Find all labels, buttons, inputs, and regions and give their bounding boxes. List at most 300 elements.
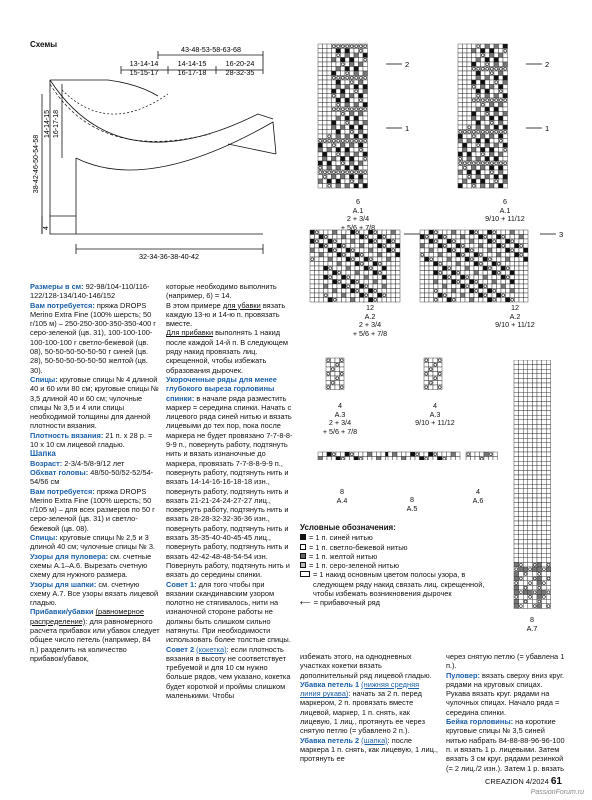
chart-cell [542, 535, 547, 540]
chart-cell [396, 280, 401, 285]
chart-cell [537, 530, 542, 535]
chart-cell [546, 374, 551, 379]
chart-cell [396, 253, 401, 258]
chart-cell [546, 558, 551, 563]
chart-cell [396, 284, 401, 289]
chart-cell [463, 175, 468, 180]
chart-cell [546, 493, 551, 498]
chart-cell [499, 166, 504, 171]
chart-cell [523, 401, 528, 406]
chart-cell [472, 89, 477, 94]
chart-cell [506, 284, 511, 289]
chart-cell [503, 53, 508, 58]
chart-cell [488, 239, 493, 244]
chart-cell [506, 289, 511, 294]
chart-cell [485, 134, 490, 139]
chart-cell [546, 443, 551, 448]
chart-cell [479, 271, 484, 276]
legend [300, 523, 500, 608]
chart-cell [537, 539, 542, 544]
chart-cell [537, 447, 542, 452]
chart-cell [463, 89, 468, 94]
chart-cell [467, 44, 472, 49]
chart-cell [463, 170, 468, 175]
chart-cell [429, 271, 434, 276]
chart-cell [438, 239, 443, 244]
chart-cell [461, 275, 466, 280]
chart-cell [485, 152, 490, 157]
chart-cell [532, 447, 537, 452]
chart-cell [355, 248, 360, 253]
chart-cell [506, 230, 511, 235]
chart-cell [472, 94, 477, 99]
chart-cell [319, 289, 324, 294]
chart-cell [438, 275, 443, 280]
chart-cell [537, 401, 542, 406]
chart-cell [387, 275, 392, 280]
chart-cell [443, 289, 448, 294]
chart-cell [523, 420, 528, 425]
chart-cell [528, 512, 533, 517]
chart-cell [318, 112, 323, 117]
chart-cell [485, 44, 490, 49]
chart-cell [490, 175, 495, 180]
chart-cell [490, 148, 495, 153]
chart-cell [519, 293, 524, 298]
chart-cell [328, 248, 333, 253]
chart-cell [396, 298, 401, 303]
chart-cell [546, 411, 551, 416]
chart-cell [382, 257, 387, 262]
chart-cell [514, 604, 519, 609]
chart-cell [363, 67, 368, 72]
chart-cell [434, 275, 439, 280]
chart-cell [342, 284, 347, 289]
chart-cell [425, 239, 430, 244]
chart-a7 [514, 360, 551, 608]
chart-cell [355, 271, 360, 276]
chart-cell [514, 447, 519, 452]
chart-cell [503, 71, 508, 76]
chart-cell [345, 157, 350, 162]
chart-cell [323, 62, 328, 67]
chart-cell [472, 175, 477, 180]
chart-cell [354, 85, 359, 90]
chart-cell [503, 157, 508, 162]
chart-cell [524, 293, 529, 298]
chart-cell [438, 248, 443, 253]
chart-cell [447, 271, 452, 276]
chart-cell [465, 230, 470, 235]
chart-cell [456, 284, 461, 289]
chart-cell [332, 184, 337, 189]
chart-cell [546, 401, 551, 406]
chart-cell [542, 438, 547, 443]
chart-cell [461, 239, 466, 244]
chart-cell [378, 289, 383, 294]
chart-cell [463, 103, 468, 108]
chart-cell [341, 130, 346, 135]
chart-cell [532, 567, 537, 572]
chart-cell [510, 284, 515, 289]
chart-cell [480, 452, 485, 457]
chart-cell [465, 253, 470, 258]
chart-cell [359, 85, 364, 90]
chart-cell [494, 184, 499, 189]
chart-cell [328, 253, 333, 258]
chart-cell [542, 429, 547, 434]
paragraph: избежать этого, на однодневных участках кокетки вязать дополнительный ряд лицевой гладью. [300, 652, 432, 680]
chart-cell [528, 443, 533, 448]
chart-cell [528, 553, 533, 558]
chart-cell [458, 125, 463, 130]
chart-cell [523, 484, 528, 489]
chart-cell [461, 271, 466, 276]
chart-cell [488, 275, 493, 280]
chart-cell [472, 121, 477, 126]
chart-cell [461, 230, 466, 235]
chart-cell [443, 280, 448, 285]
chart-cell [340, 363, 345, 368]
chart-cell [461, 284, 466, 289]
chart-cell [546, 424, 551, 429]
chart-cell [519, 280, 524, 285]
chart-cell [359, 175, 364, 180]
chart-cell [387, 239, 392, 244]
chart-cell [492, 257, 497, 262]
chart-cell [499, 179, 504, 184]
chart-cell [328, 280, 333, 285]
chart-cell [323, 58, 328, 63]
chart-cell [528, 526, 533, 531]
chart-cell [490, 184, 495, 189]
chart-cell [537, 493, 542, 498]
chart-cell [523, 539, 528, 544]
chart-cell [438, 289, 443, 294]
chart-cell [481, 76, 486, 81]
chart-cell [542, 360, 547, 365]
chart-cell [514, 516, 519, 521]
chart-cell [523, 383, 528, 388]
chart-cell [483, 275, 488, 280]
chart-cell [546, 484, 551, 489]
chart-cell [523, 562, 528, 567]
chart-cell [494, 49, 499, 54]
chart-cell [406, 457, 411, 461]
legend-item: = 1 накид основным цветом полосы узора, в следующем ряду накид связать лиц. скрещенной, чтобы избежать возникновения дырочек [300, 570, 500, 598]
chart-a1a [318, 44, 368, 188]
chart-cell [345, 152, 350, 157]
chart-cell [465, 280, 470, 285]
chart-cell [451, 452, 456, 457]
chart-cell [523, 553, 528, 558]
chart-cell [359, 134, 364, 139]
chart-cell [443, 284, 448, 289]
chart-cell [373, 280, 378, 285]
chart-cell [537, 581, 542, 586]
chart-cell [327, 67, 332, 72]
chart-cell [396, 244, 401, 249]
chart-cell [342, 275, 347, 280]
chart-cell [514, 503, 519, 508]
chart-cell [333, 293, 338, 298]
chart-cell [519, 498, 524, 503]
chart-cell [433, 367, 438, 372]
chart-cell [434, 257, 439, 262]
chart-cell [503, 139, 508, 144]
chart-cell [447, 452, 452, 457]
chart-cell [519, 392, 524, 397]
chart-cell [515, 239, 520, 244]
chart-cell [519, 374, 524, 379]
chart-cell [336, 175, 341, 180]
chart-cell [425, 289, 430, 294]
chart-cell [532, 401, 537, 406]
chart-cell [463, 49, 468, 54]
chart-cell [476, 89, 481, 94]
paragraph: каждую 13-ю и 14-ю п. провязать вместе. [166, 309, 280, 329]
chart-cell [318, 134, 323, 139]
chart-cell [510, 235, 515, 240]
chart-cell [360, 275, 365, 280]
chart-cell [369, 262, 374, 267]
chart-cell [528, 411, 533, 416]
chart-cell [341, 121, 346, 126]
chart-cell [324, 284, 329, 289]
chart-cell [456, 235, 461, 240]
chart-cell [499, 62, 504, 67]
chart-cell [532, 498, 537, 503]
chart-cell [476, 112, 481, 117]
chart-cell [494, 148, 499, 153]
chart-cell [463, 94, 468, 99]
chart-cell [515, 262, 520, 267]
chart-cell [327, 166, 332, 171]
chart-cell [481, 184, 486, 189]
chart-cell [350, 121, 355, 126]
chart-cell [452, 280, 457, 285]
chart-cell [501, 262, 506, 267]
chart-cell [532, 507, 537, 512]
chart-cell [420, 266, 425, 271]
chart-cell [510, 257, 515, 262]
chart-cell [461, 262, 466, 267]
chart-cell [519, 493, 524, 498]
chart-cell [420, 293, 425, 298]
chart-cell [332, 161, 337, 166]
chart-cell [336, 125, 341, 130]
chart-cell [476, 184, 481, 189]
chart-cell [546, 457, 551, 462]
chart-cell [476, 157, 481, 162]
chart-cell [546, 503, 551, 508]
chart-cell [503, 76, 508, 81]
chart-cell [332, 166, 337, 171]
chart-a5 [388, 452, 460, 460]
chart-cell [332, 71, 337, 76]
chart-cell [542, 503, 547, 508]
chart-cell [532, 378, 537, 383]
chart-cell [515, 235, 520, 240]
chart-cell [524, 230, 529, 235]
chart-cell [318, 116, 323, 121]
chart-cell [333, 257, 338, 262]
chart-cell [447, 298, 452, 303]
chart-cell [319, 239, 324, 244]
chart-cell [532, 397, 537, 402]
chart-cell [519, 401, 524, 406]
chart-cell [472, 76, 477, 81]
chart-cell [467, 121, 472, 126]
chart-cell [494, 89, 499, 94]
chart-cell [345, 125, 350, 130]
chart-cell [456, 257, 461, 262]
chart-cell [324, 298, 329, 303]
chart-cell [354, 125, 359, 130]
chart-cell [503, 184, 508, 189]
chart-cell [319, 293, 324, 298]
chart-cell [474, 239, 479, 244]
chart-cell [472, 49, 477, 54]
chart-cell [465, 244, 470, 249]
chart-cell [364, 298, 369, 303]
chart-cell [485, 148, 490, 153]
chart-cell [465, 293, 470, 298]
paragraph: Спицы: круговые спицы № 2,5 и 3 длиной 40 см; чулочные спицы № 3. [30, 533, 155, 552]
chart-cell [328, 244, 333, 249]
chart-cell [537, 489, 542, 494]
chart-cell [434, 235, 439, 240]
chart-cell [485, 179, 490, 184]
chart-cell [470, 275, 475, 280]
chart-cell [452, 293, 457, 298]
chart-cell [315, 257, 320, 262]
chart-cell [328, 271, 333, 276]
chart-cell [447, 457, 452, 461]
chart-cell [514, 388, 519, 393]
chart-cell [378, 253, 383, 258]
chart-cell [429, 262, 434, 267]
chart-cell [363, 161, 368, 166]
chart-cell [327, 58, 332, 63]
chart-cell [415, 457, 420, 461]
chart-cell [501, 253, 506, 258]
chart-cell [485, 71, 490, 76]
chart-cell [387, 257, 392, 262]
chart-cell [501, 298, 506, 303]
chart-cell [476, 121, 481, 126]
chart-cell [323, 85, 328, 90]
chart-cell [458, 143, 463, 148]
chart-cell [503, 134, 508, 139]
chart-cell [499, 71, 504, 76]
chart-cell [532, 595, 537, 600]
chart-cell [438, 235, 443, 240]
chart-cell [425, 262, 430, 267]
chart-cell [458, 85, 463, 90]
chart-cell [537, 383, 542, 388]
top-right-label-2: 28-32-35 [225, 68, 255, 77]
chart-cell [542, 553, 547, 558]
chart-cell [355, 284, 360, 289]
chart-cell [501, 275, 506, 280]
swatch-green-icon [300, 562, 306, 568]
chart-cell [434, 262, 439, 267]
chart-cell [490, 143, 495, 148]
chart-cell [424, 367, 429, 372]
chart-cell [420, 275, 425, 280]
chart-cell [387, 298, 392, 303]
chart-cell [532, 388, 537, 393]
chart-cell [310, 230, 315, 235]
chart-cell [514, 434, 519, 439]
chart-cell [373, 257, 378, 262]
chart-cell [331, 385, 336, 390]
chart-cell [429, 363, 434, 368]
chart-cell [433, 358, 438, 363]
chart-cell [537, 576, 542, 581]
chart-cell [514, 401, 519, 406]
chart-cell [510, 253, 515, 258]
chart-cell [332, 53, 337, 58]
chart-cell [447, 289, 452, 294]
chart-cell [323, 107, 328, 112]
chart-cell [340, 376, 345, 381]
chart-cell [336, 116, 341, 121]
chart-cell [494, 170, 499, 175]
chart-cell [528, 503, 533, 508]
chart-cell [523, 576, 528, 581]
chart-cell [323, 134, 328, 139]
chart-cell [456, 275, 461, 280]
chart-cell [523, 415, 528, 420]
chart-cell [528, 378, 533, 383]
chart-cell [425, 298, 430, 303]
chart-cell [501, 284, 506, 289]
chart-cell [523, 503, 528, 508]
chart-cell [470, 244, 475, 249]
chart-cell [327, 94, 332, 99]
chart-cell [337, 257, 342, 262]
chart-cell [355, 262, 360, 267]
chart-cell [363, 134, 368, 139]
chart-cell [429, 280, 434, 285]
chart-cell [387, 235, 392, 240]
chart-cell [336, 148, 341, 153]
chart-cell [396, 248, 401, 253]
chart-cell [514, 539, 519, 544]
chart-cell [515, 230, 520, 235]
chart-cell [452, 289, 457, 294]
chart-cell [519, 530, 524, 535]
chart-cell [546, 480, 551, 485]
chart-cell [377, 452, 382, 457]
chart-cell [434, 266, 439, 271]
chart-cell [519, 461, 524, 466]
chart-cell [515, 298, 520, 303]
chart-cell [458, 179, 463, 184]
chart-cell [341, 71, 346, 76]
chart-cell [503, 116, 508, 121]
chart-cell [542, 466, 547, 471]
chart-cell [485, 143, 490, 148]
chart-cell [519, 369, 524, 374]
chart-cell [458, 67, 463, 72]
chart-cell [542, 434, 547, 439]
chart-cell [327, 89, 332, 94]
chart-cell [465, 262, 470, 267]
chart-cell [411, 457, 416, 461]
